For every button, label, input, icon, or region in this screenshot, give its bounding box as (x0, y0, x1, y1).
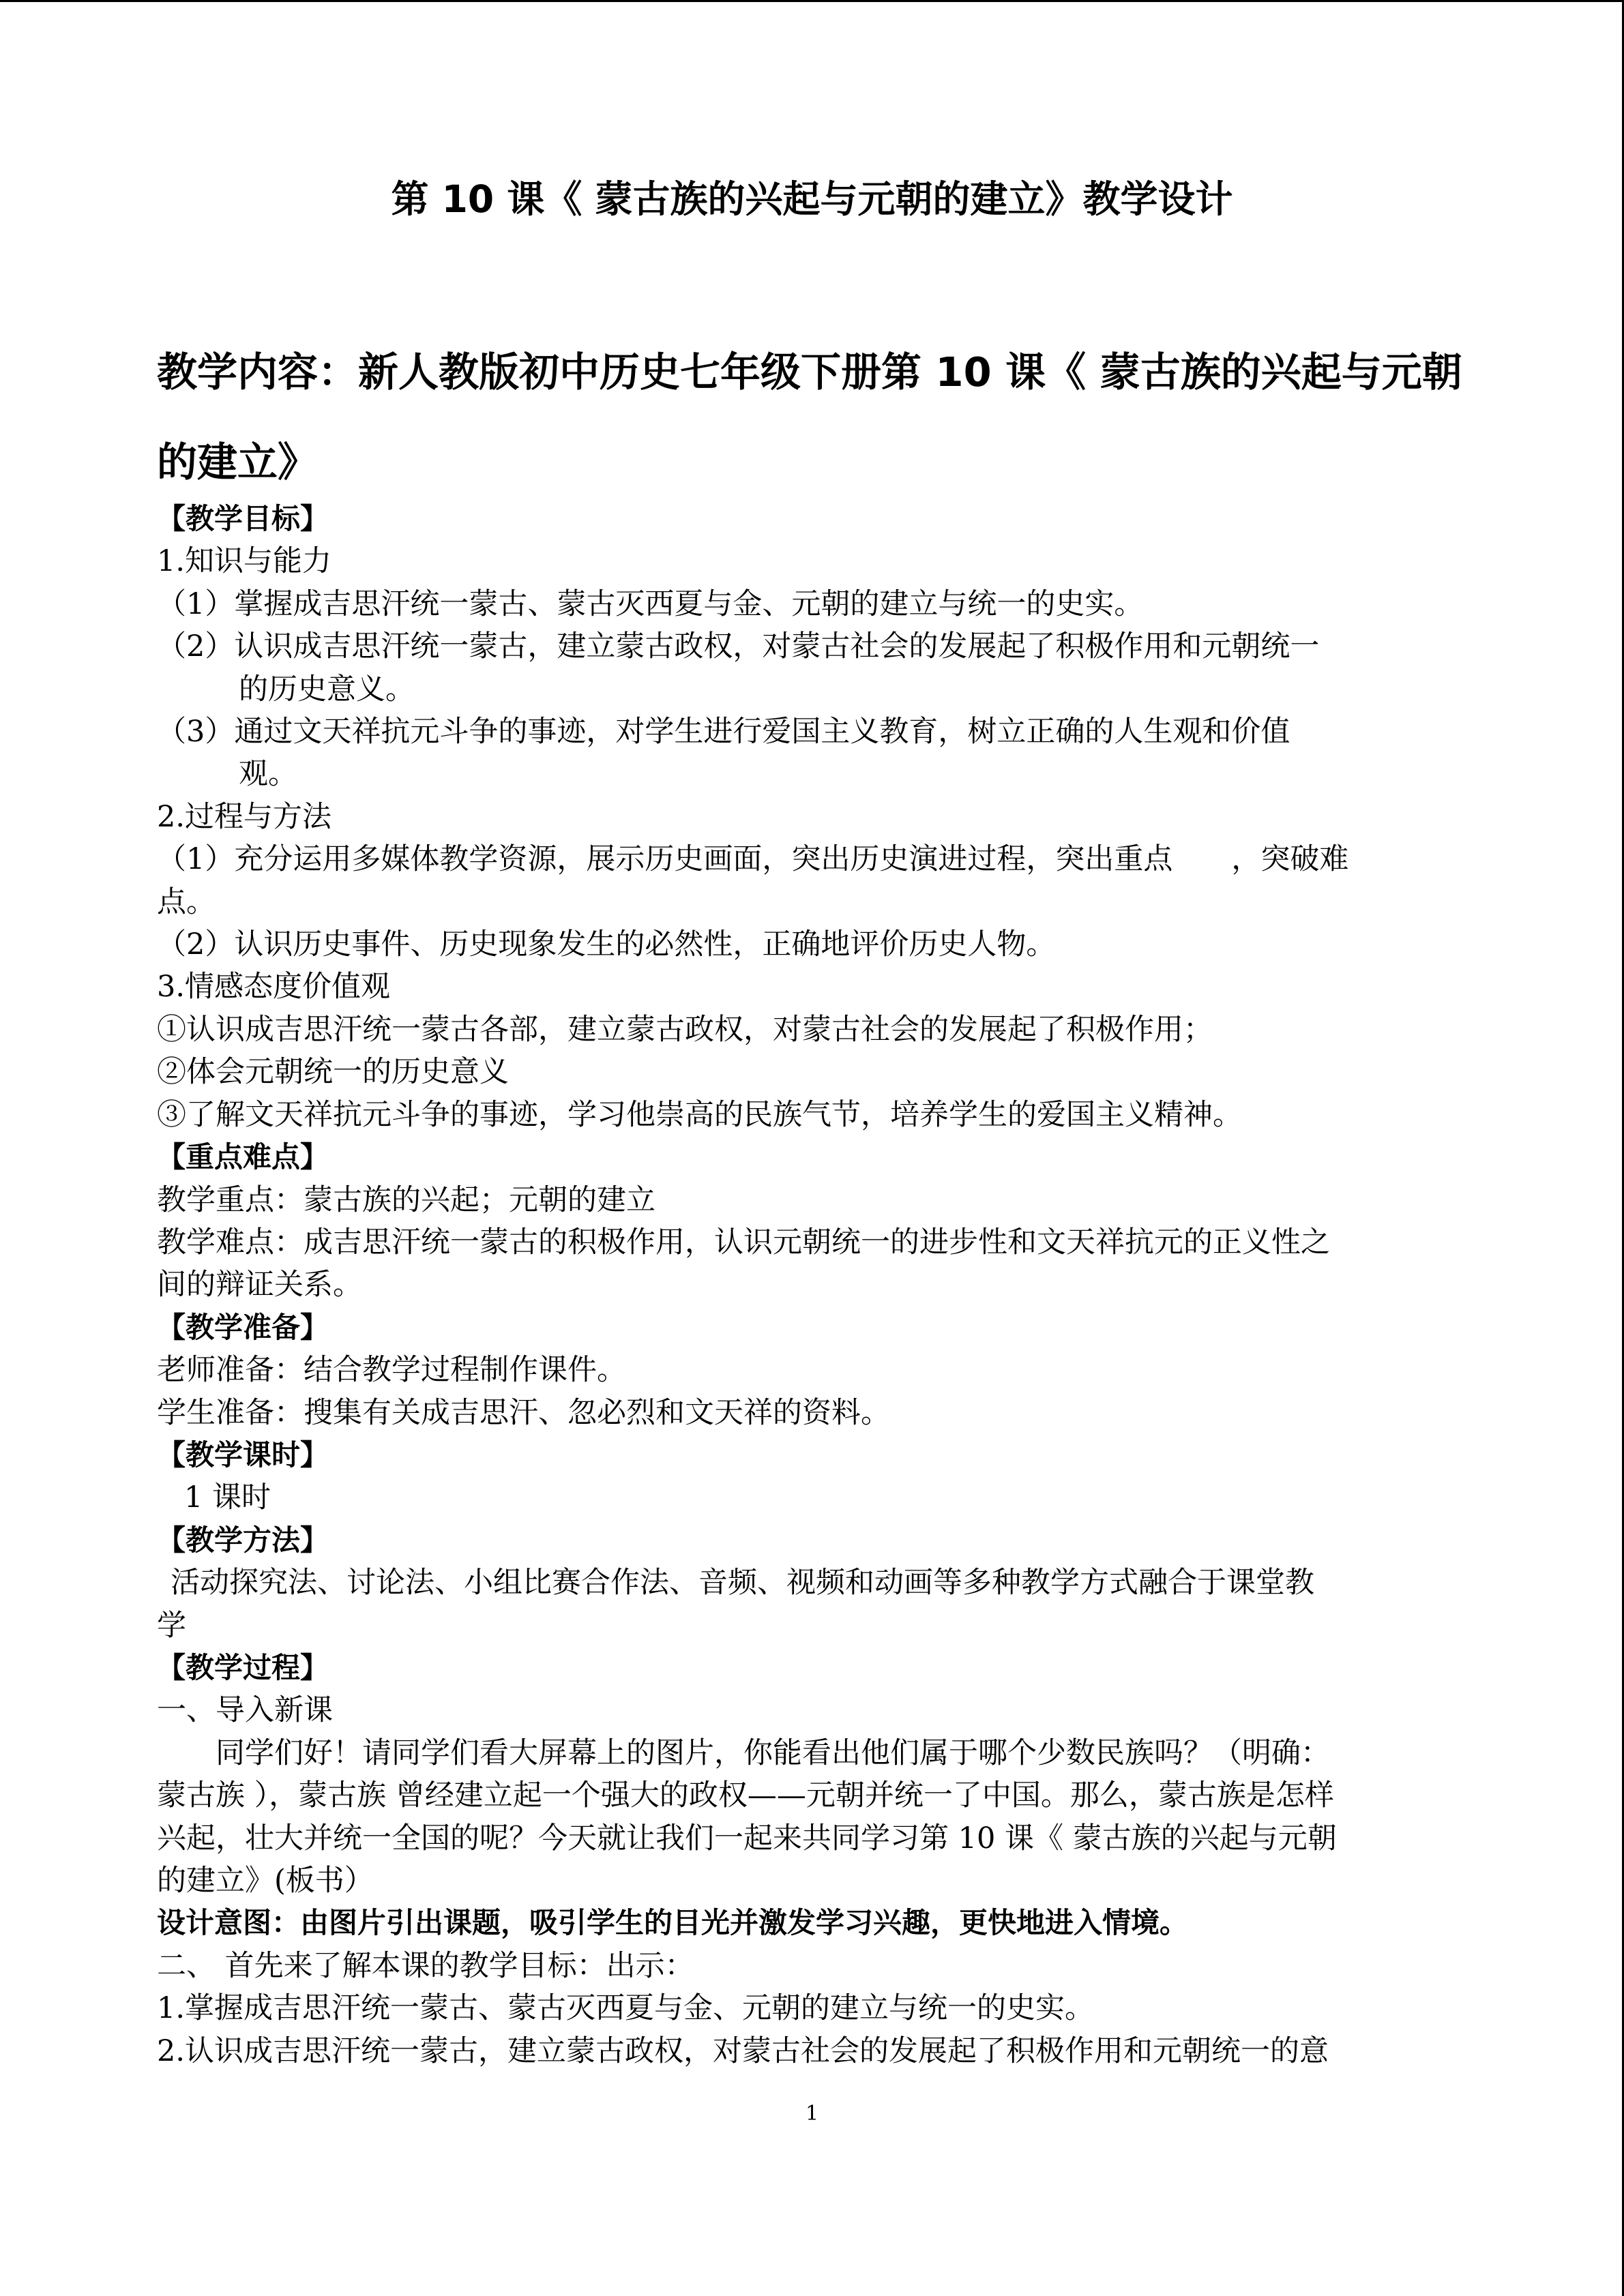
subheading-process: 2.过程与方法 (157, 799, 332, 834)
shown-objective-line: 2.认识成吉思汗统一蒙古，建立蒙古政权，对蒙古社会的发展起了积极作用和元朝统一的意 (157, 2033, 1329, 2068)
process-line-cont: 点。 (157, 884, 216, 919)
objective-line: （2）认识成吉思汗统一蒙古，建立蒙古政权，对蒙古社会的发展起了积极作用和元朝统一 (157, 629, 1320, 664)
teaching-content-heading: 教学内容：新人教版初中历史七年级下册第 10 课《 蒙古族的兴起与元朝的建立》 (157, 348, 1462, 486)
document-body (157, 498, 1487, 2072)
section-heading-preparation: 【教学准备】 (157, 1310, 329, 1344)
process-line: （2）认识历史事件、历史现象发生的必然性，正确地评价历史人物。 (157, 927, 1056, 962)
objective-line-cont: 的历史意义。 (239, 672, 415, 706)
document-title: 第 10 课《 蒙古族的兴起与元朝的建立》教学设计 (391, 177, 1233, 221)
subheading-knowledge: 1.知识与能力 (157, 544, 332, 579)
shown-objective-line: 1.掌握成吉思汗统一蒙古、蒙古灭西夏与金、元朝的建立与统一的史实。 (157, 1991, 1095, 2026)
difficulty-line: 教学难点：成吉思汗统一蒙古的积极作用，认识元朝统一的进步性和文天祥抗元的正义性之 (157, 1225, 1330, 1259)
section-heading-procedure: 【教学过程】 (157, 1650, 329, 1684)
key-point-line: 教学重点：蒙古族的兴起；元朝的建立 (157, 1182, 655, 1217)
procedure-step-intro: 一、导入新课 (157, 1693, 333, 1728)
values-line: ②体会元朝统一的历史意义 (157, 1055, 509, 1090)
section-heading-objectives: 【教学目标】 (157, 502, 329, 535)
values-line: ③了解文天祥抗元斗争的事迹，学习他崇高的民族气节，培养学生的爱国主义精神。 (157, 1097, 1242, 1132)
objective-line-cont: 观。 (239, 757, 297, 792)
process-line: （1）充分运用多媒体教学资源，展示历史画面，突出历史演进过程，突出重点 ，突破难 (157, 842, 1349, 877)
objective-line: （1）掌握成吉思汗统一蒙古、蒙古灭西夏与金、元朝的建立与统一的史实。 (157, 586, 1144, 621)
class-periods: 1 课时 (184, 1480, 271, 1515)
objective-line: （3）通过文天祥抗元斗争的事迹，对学生进行爱国主义教育，树立正确的人生观和价值 (157, 715, 1290, 749)
methods-line-cont: 学 (157, 1608, 186, 1643)
intro-paragraph-line: 的建立》(板书） (157, 1864, 374, 1898)
difficulty-line-cont: 间的辩证关系。 (157, 1268, 362, 1302)
intro-paragraph-line: 兴起，壮大并统一全国的呢？今天就让我们一起来共同学习第 10 课《 蒙古族的兴起与元朝 (157, 1821, 1337, 1855)
section-heading-key-points: 【重点难点】 (157, 1140, 329, 1174)
subheading-values: 3.情感态度价值观 (157, 970, 391, 1004)
page-top-border (0, 0, 1624, 2)
procedure-step-objectives: 二、 首先来了解本课的教学目标：出示： (157, 1948, 694, 1983)
page-number: 1 (805, 2102, 819, 2126)
section-heading-periods: 【教学课时】 (157, 1437, 329, 1472)
methods-line: 活动探究法、讨论法、小组比赛合作法、音频、视频和动画等多种教学方式融合于课堂教 (171, 1566, 1314, 1600)
section-heading-methods: 【教学方法】 (157, 1523, 329, 1557)
intro-paragraph-line: 蒙古族 ），蒙古族 曾经建立起一个强大的政权——元朝并统一了中国。那么，蒙古族是怎样 (157, 1778, 1334, 1813)
intro-paragraph-line: 同学们好！请同学们看大屏幕上的图片，你能看出他们属于哪个少数民族吗？（明确： (216, 1735, 1330, 1770)
values-line: ①认识成吉思汗统一蒙古各部，建立蒙古政权，对蒙古社会的发展起了积极作用； (157, 1012, 1213, 1047)
student-preparation: 学生准备：搜集有关成吉思汗、忽必烈和文天祥的资料。 (157, 1395, 890, 1430)
design-intent: 设计意图：由图片引出课题，吸引学生的目光并激发学习兴趣，更快地进入情境。 (157, 1906, 1189, 1940)
teacher-preparation: 老师准备：结合教学过程制作课件。 (157, 1353, 626, 1388)
